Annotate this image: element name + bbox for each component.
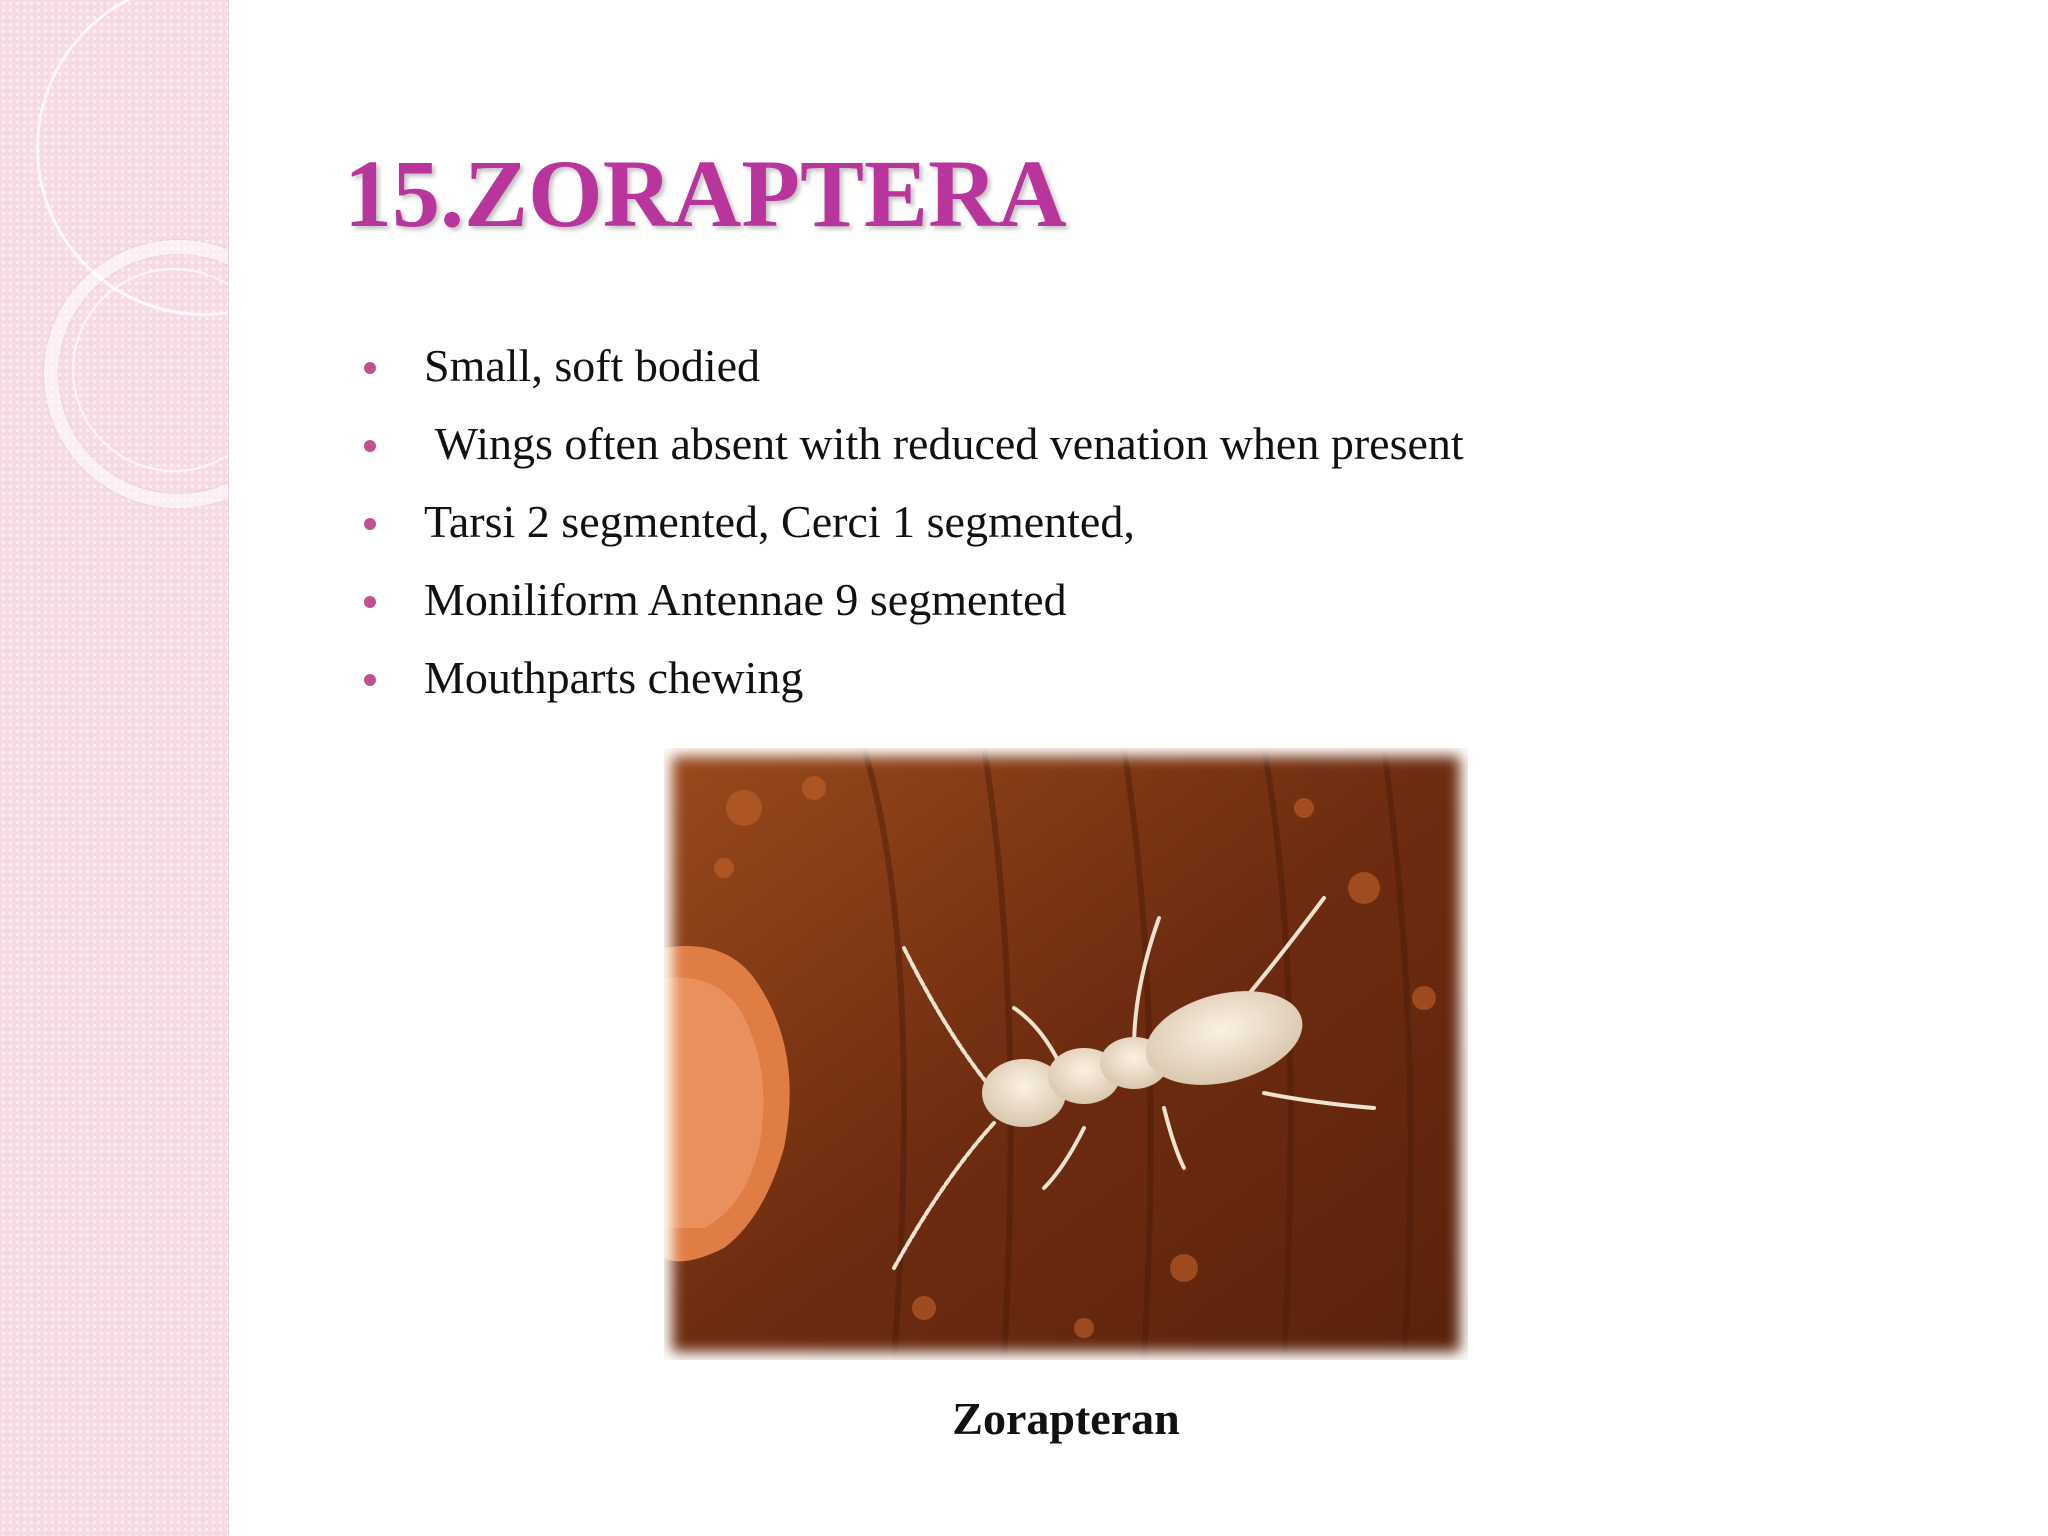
- bullet-item: [360, 491, 1464, 569]
- bullet-item: [360, 413, 1464, 491]
- insect-illustration: [664, 748, 1468, 1360]
- image-caption: Zorapteran: [952, 1393, 1180, 1444]
- bullet-text: Moniliform Antennae 9 segmented: [424, 574, 1067, 625]
- bullet-text: Wings often absent with reduced venation when present: [424, 418, 1464, 469]
- bullet-text: Mouthparts chewing: [424, 652, 804, 703]
- slide-title: 15.ZORAPTERA: [344, 140, 1067, 247]
- bullet-item: [360, 569, 1464, 647]
- bullet-text: Tarsi 2 segmented, Cerci 1 segmented,: [424, 496, 1135, 547]
- bullet-dot-icon: [364, 674, 376, 686]
- bullet-item: [360, 647, 1464, 725]
- bullet-dot-icon: [364, 518, 376, 530]
- bullet-dot-icon: [364, 362, 376, 374]
- bullet-list: [360, 335, 1464, 725]
- bullet-dot-icon: [364, 440, 376, 452]
- zorapteran-photo: [664, 748, 1468, 1360]
- bullet-text: Small, soft bodied: [424, 340, 761, 391]
- decorative-sidebar: [0, 0, 229, 1536]
- bullet-dot-icon: [364, 596, 376, 608]
- bullet-item: [360, 335, 1464, 413]
